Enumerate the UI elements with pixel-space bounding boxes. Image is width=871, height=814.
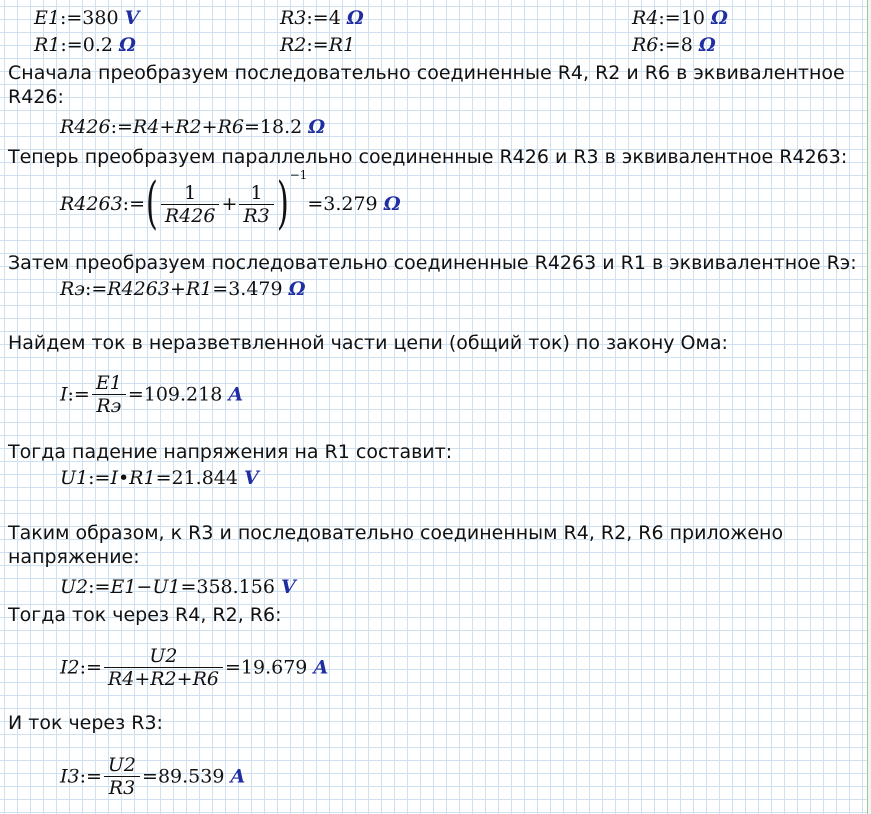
frac-u2-r3: $\frac{U2}{R3}$ (104, 754, 140, 799)
given-r3[interactable]: R3:=4 Ω (280, 7, 364, 29)
text-step8[interactable]: И ток через R3: (8, 712, 163, 734)
text-step6-line2[interactable]: напряжение: (8, 546, 140, 568)
frac-1-r3: $\frac{1}{R3}$ (239, 182, 273, 227)
text-step5[interactable]: Тогда падение напряжения на R1 составит: (8, 441, 453, 463)
eq-i2[interactable]: I2:= $\frac{U2}{R4+R2+R6}$ =19.679 A (60, 645, 329, 690)
given-r4[interactable]: R4:=10 Ω (632, 7, 728, 29)
worksheet-edge (867, 0, 871, 814)
frac-e1-re: $\frac{E1}{Rэ}$ (92, 372, 126, 417)
eq-i3[interactable]: I3:= $\frac{U2}{R3}$ =89.539 A (60, 754, 246, 799)
text-step1-line1[interactable]: Сначала преобразуем последовательно соединенные R4, R2 и R6 в эквивалентное (8, 62, 845, 84)
text-step7[interactable]: Тогда ток через R4, R2, R6: (8, 604, 282, 626)
frac-1-r426: $\frac{1}{R426}$ (161, 182, 220, 227)
text-step2[interactable]: Теперь преобразуем параллельно соединенные R426 и R3 в эквивалентное R4263: (8, 146, 848, 168)
frac-u2-r4r2r6: $\frac{U2}{R4+R2+R6}$ (104, 645, 223, 690)
text-step6-line1[interactable]: Таким образом, к R3 и последовательно соединенным R4, R2, R6 приложено (8, 522, 784, 544)
text-step1-line2[interactable]: R426: (8, 86, 64, 108)
given-r6[interactable]: R6:=8 Ω (632, 34, 716, 56)
given-r2[interactable]: R2:=R1 (280, 34, 356, 56)
eq-r4263[interactable]: R4263:=( $\frac{1}{R426}$ + $\frac{1}{R3}$ )$^{-1}$=3.279 Ω (60, 168, 401, 236)
eq-r426[interactable]: R426:=R4+R2+R6=18.2 Ω (60, 116, 326, 138)
eq-u1[interactable]: U1:=I•R1=21.844 V (60, 467, 259, 489)
given-e1[interactable]: E1:=380 V (34, 7, 140, 29)
text-step4[interactable]: Найдем ток в неразветвленной части цепи (общий ток) по закону Ома: (8, 332, 728, 354)
text-step3[interactable]: Затем преобразуем последовательно соединенные R4263 и R1 в эквивалентное Rэ: (8, 252, 857, 274)
given-r1[interactable]: R1:=0.2 Ω (34, 34, 136, 56)
eq-re[interactable]: Rэ:=R4263+R1=3.479 Ω (60, 278, 306, 300)
eq-i[interactable]: I:= $\frac{E1}{Rэ}$ =109.218 A (60, 372, 244, 417)
eq-u2[interactable]: U2:=E1−U1=358.156 V (60, 576, 296, 598)
